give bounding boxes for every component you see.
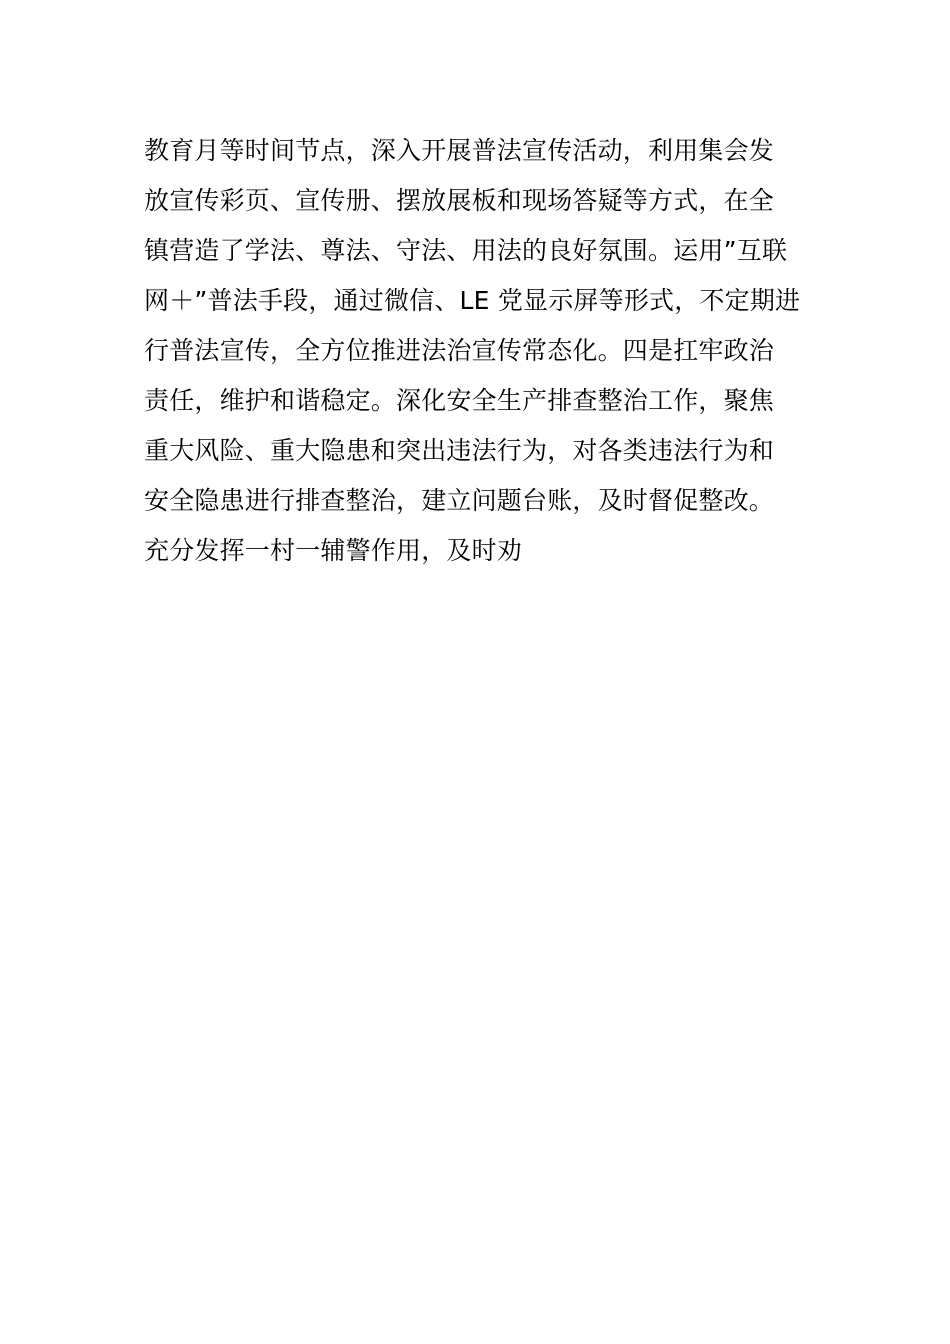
text-line: 网＋”普法手段，通过微信、LE 党显示屏等形式，不定期进: [144, 286, 801, 315]
text-line: 重大风险、重大隐患和突出违法行为，对各类违法行为和: [144, 436, 775, 465]
body-paragraph: [144, 126, 814, 576]
text-line: 责任，维护和谐稳定。深化安全生产排查整治工作，聚焦: [144, 386, 775, 415]
text-line: 行普法宣传，全方位推进法治宣传常态化。四是扛牢政治: [144, 336, 775, 365]
text-line: 安全隐患进行排查整治，建立问题台账，及时督促整改。: [144, 486, 775, 515]
text-line: 放宣传彩页、宣传册、摆放展板和现场答疑等方式，在全: [144, 186, 775, 215]
text-line: 教育月等时间节点，深入开展普法宣传活动，利用集会发: [144, 136, 775, 165]
text-line: 充分发挥一村一辅警作用，及时劝: [144, 536, 523, 565]
text-line: 镇营造了学法、尊法、守法、用法的良好氛围。运用”互联: [144, 236, 788, 265]
